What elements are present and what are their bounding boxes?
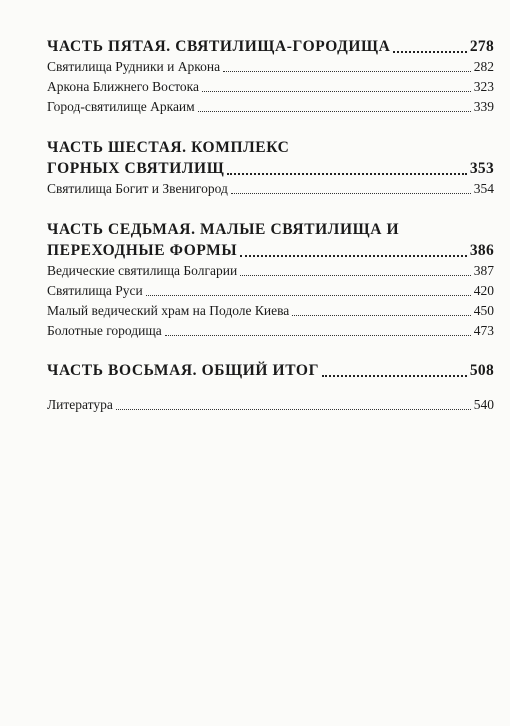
page-number: 323 <box>473 79 494 94</box>
entry-title: Святилища Богит и Звенигород <box>47 181 228 196</box>
page-number: 282 <box>473 59 494 74</box>
page-number: 473 <box>473 323 494 338</box>
dot-leader <box>227 173 467 175</box>
dot-leader <box>231 193 471 194</box>
part-heading[interactable] <box>47 361 494 381</box>
entry-title: Малый ведический храм на Подоле Киева <box>47 303 290 318</box>
page-number: 387 <box>473 263 494 278</box>
page-number: 278 <box>469 38 494 55</box>
dot-leader <box>322 375 467 377</box>
toc-entry[interactable] <box>47 301 494 321</box>
dot-leader <box>202 91 471 92</box>
toc-entry[interactable] <box>47 77 494 97</box>
dot-leader <box>116 409 471 410</box>
toc-part-6 <box>47 137 494 199</box>
dot-leader <box>292 315 470 316</box>
page-number: 450 <box>473 303 494 318</box>
page-number: 540 <box>473 397 494 412</box>
entry-title: Святилища Рудники и Аркона <box>47 59 221 74</box>
dot-leader <box>223 71 471 72</box>
part-title: ЧАСТЬ ПЯТАЯ. СВЯТИЛИЩА-ГОРОДИЩА <box>47 38 391 55</box>
toc-part-7 <box>47 219 494 341</box>
toc-entry[interactable] <box>47 321 494 341</box>
toc-entry[interactable] <box>47 281 494 301</box>
dot-leader <box>393 51 466 53</box>
page-number: 353 <box>469 160 494 177</box>
toc-entry[interactable] <box>47 261 494 281</box>
table-of-contents <box>47 37 494 415</box>
entry-title: Город-святилище Аркаим <box>47 99 195 114</box>
page-number: 339 <box>473 99 494 114</box>
toc-entry[interactable] <box>47 97 494 117</box>
part-title-line1: ЧАСТЬ СЕДЬМАЯ. МАЛЫЕ СВЯТИЛИЩА И <box>47 221 400 238</box>
toc-literature[interactable] <box>47 395 494 415</box>
part-heading[interactable] <box>47 159 494 179</box>
page-number: 420 <box>473 283 494 298</box>
part-heading[interactable] <box>47 37 494 57</box>
entry-title: Святилища Руси <box>47 283 143 298</box>
entry-title: Болотные городища <box>47 323 162 338</box>
dot-leader <box>240 255 467 257</box>
entry-title: Литература <box>47 397 113 412</box>
page-number: 386 <box>469 242 494 259</box>
part-title: ПЕРЕХОДНЫЕ ФОРМЫ <box>47 242 238 259</box>
toc-entry[interactable] <box>47 57 494 77</box>
part-heading[interactable] <box>47 241 494 261</box>
entry-title: Ведические святилища Болгарии <box>47 263 238 278</box>
part-title: ГОРНЫХ СВЯТИЛИЩ <box>47 160 225 177</box>
toc-part-8 <box>47 361 494 381</box>
page-number: 354 <box>473 181 494 196</box>
page-number: 508 <box>469 362 494 379</box>
entry-title: Аркона Ближнего Востока <box>47 79 200 94</box>
toc-entry[interactable] <box>47 179 494 199</box>
dot-leader <box>146 295 471 296</box>
dot-leader <box>198 111 471 112</box>
dot-leader <box>240 275 471 276</box>
part-title: ЧАСТЬ ВОСЬМАЯ. ОБЩИЙ ИТОГ <box>47 362 320 379</box>
toc-part-5 <box>47 37 494 117</box>
dot-leader <box>165 335 471 336</box>
part-title-line1: ЧАСТЬ ШЕСТАЯ. КОМПЛЕКС <box>47 139 290 156</box>
